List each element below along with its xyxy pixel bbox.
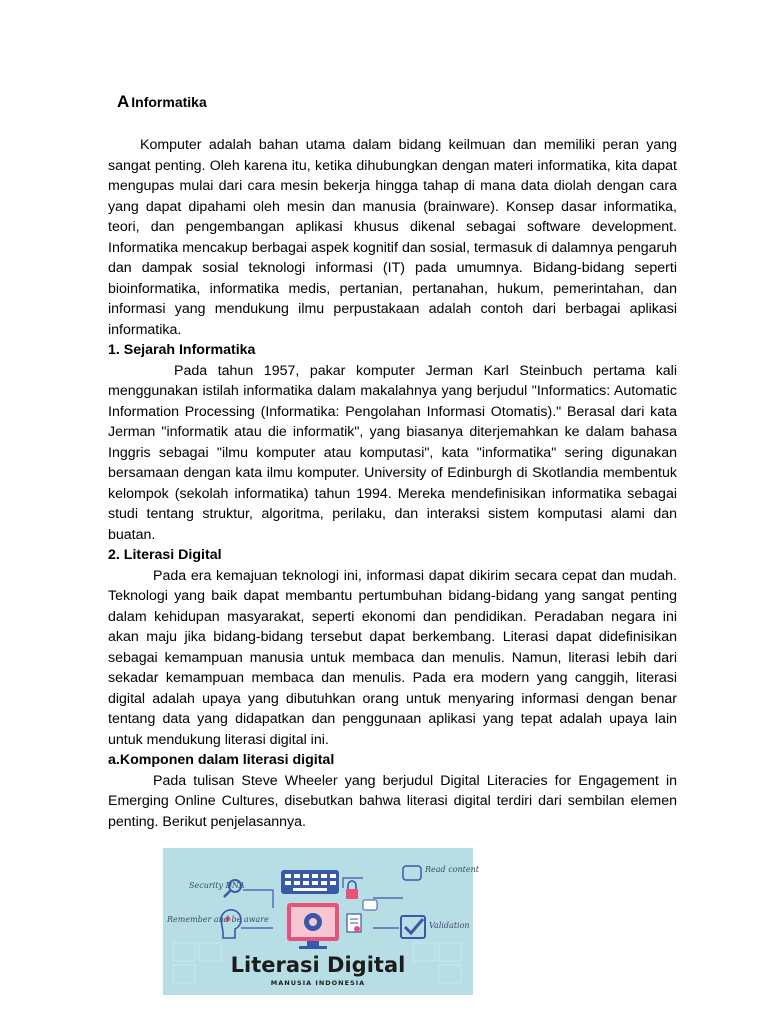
keyboard-icon	[281, 870, 339, 894]
section-title-text: Informatika	[131, 94, 207, 110]
label-read: Read content	[425, 865, 479, 874]
heading-komponen: a.Komponen dalam literasi digital	[108, 752, 335, 768]
chat-icon	[363, 900, 377, 910]
section-letter: A	[117, 92, 130, 111]
label-remember: Remember and be aware	[167, 915, 269, 924]
section-title	[117, 92, 207, 112]
illustration-svg	[163, 848, 479, 995]
label-security: Security DNA	[189, 881, 245, 890]
sejarah-paragraph: Pada tahun 1957, pakar komputer Jerman Karl Steinbuch pertama kali menggunakan istilah informatika dalam makalahnya yang berjudul "Informatics: Automatic Information Processing (Informatika: Pengolahan Informasi Otomatis)." Berasal dari kata Jerman "informatik atau die informatik", yang biasanya diterjemahkan ke dalam bahasa Inggris sebagai "ilmu komputer atau komputasi", kata "informatika" sering digunakan bersamaan dengan kata ilmu komputer. University of Edinburgh di Skotlandia membentuk kelompok (sekolah informatika) tahun 1994. Mereka mendefinisikan informatika sebagai studi tentang struktur, algoritma, perilaku, dan interaksi sistem komputasi alami dan buatan.	[108, 362, 677, 543]
document-icon	[347, 914, 361, 932]
label-validation: Validation	[429, 921, 470, 930]
literasi-digital-illustration	[163, 848, 479, 995]
literasi-paragraph: Pada era kemajuan teknologi ini, informasi dapat dikirim secara cepat dan mudah. Teknologi yang baik dapat membantu pertumbuhan bidang-bidang yang sangat penting dalam kehidupan masyarakat, seperti ekonomi dan pendidikan. Peradaban negara ini akan maju jika bidang-bidang tersebut dapat berkembang. Literasi dapat didefinisikan sebagai kemampuan manusia untuk membaca dan menulis. Namun, literasi lebih dari sekadar kemampuan membaca dan menulis. Pada era modern yang canggih, literasi digital adalah upaya yang dibutuhkan orang untuk menyaring informasi dengan benar tentang data yang didapatkan dan penggunaan aplikasi yang tepat adalah upaya lain untuk mendukung literasi digital ini.	[108, 567, 677, 748]
intro-paragraph: Komputer adalah bahan utama dalam bidang keilmuan dan memiliki peran yang sangat penting. Oleh karena itu, ketika dihubungkan dengan materi informatika, kita dapat mengupas mulai dari cara mesin bekerja hingga tahap di mana data diolah dengan cara yang dapat dipahami oleh mesin dan manusia (brainware). Konsep dasar informatika, teori, dan pengembangan aplikasi khusus dikenal sebagai software development. Informatika mencakup berbagai aspek kognitif dan sosial, termasuk di dalamnya pengaruh dan dampak sosial teknologi informasi (IT) pada umumnya. Bidang-bidang seperti bioinformatika, informatika medis, pertanian, pertanahan, hukum, pemerintahan, dan informasi yang mendukung ilmu perpustakaan adalah contoh dari berbagai aplikasi informatika.	[108, 137, 677, 338]
komponen-paragraph: Pada tulisan Steve Wheeler yang berjudul Digital Literacies for Engagement in Emerging Online Cultures, disebutkan bahwa literasi digital terdiri dari sembilan elemen penting. Berikut penjelasannya.	[108, 772, 677, 830]
heading-literasi: 2. Literasi Digital	[108, 547, 222, 563]
illustration-subtitle: MANUSIA INDONESIA	[270, 979, 366, 987]
illustration-title: Literasi Digital	[230, 953, 406, 977]
document-body	[108, 135, 677, 832]
heading-sejarah: 1. Sejarah Informatika	[108, 342, 256, 358]
